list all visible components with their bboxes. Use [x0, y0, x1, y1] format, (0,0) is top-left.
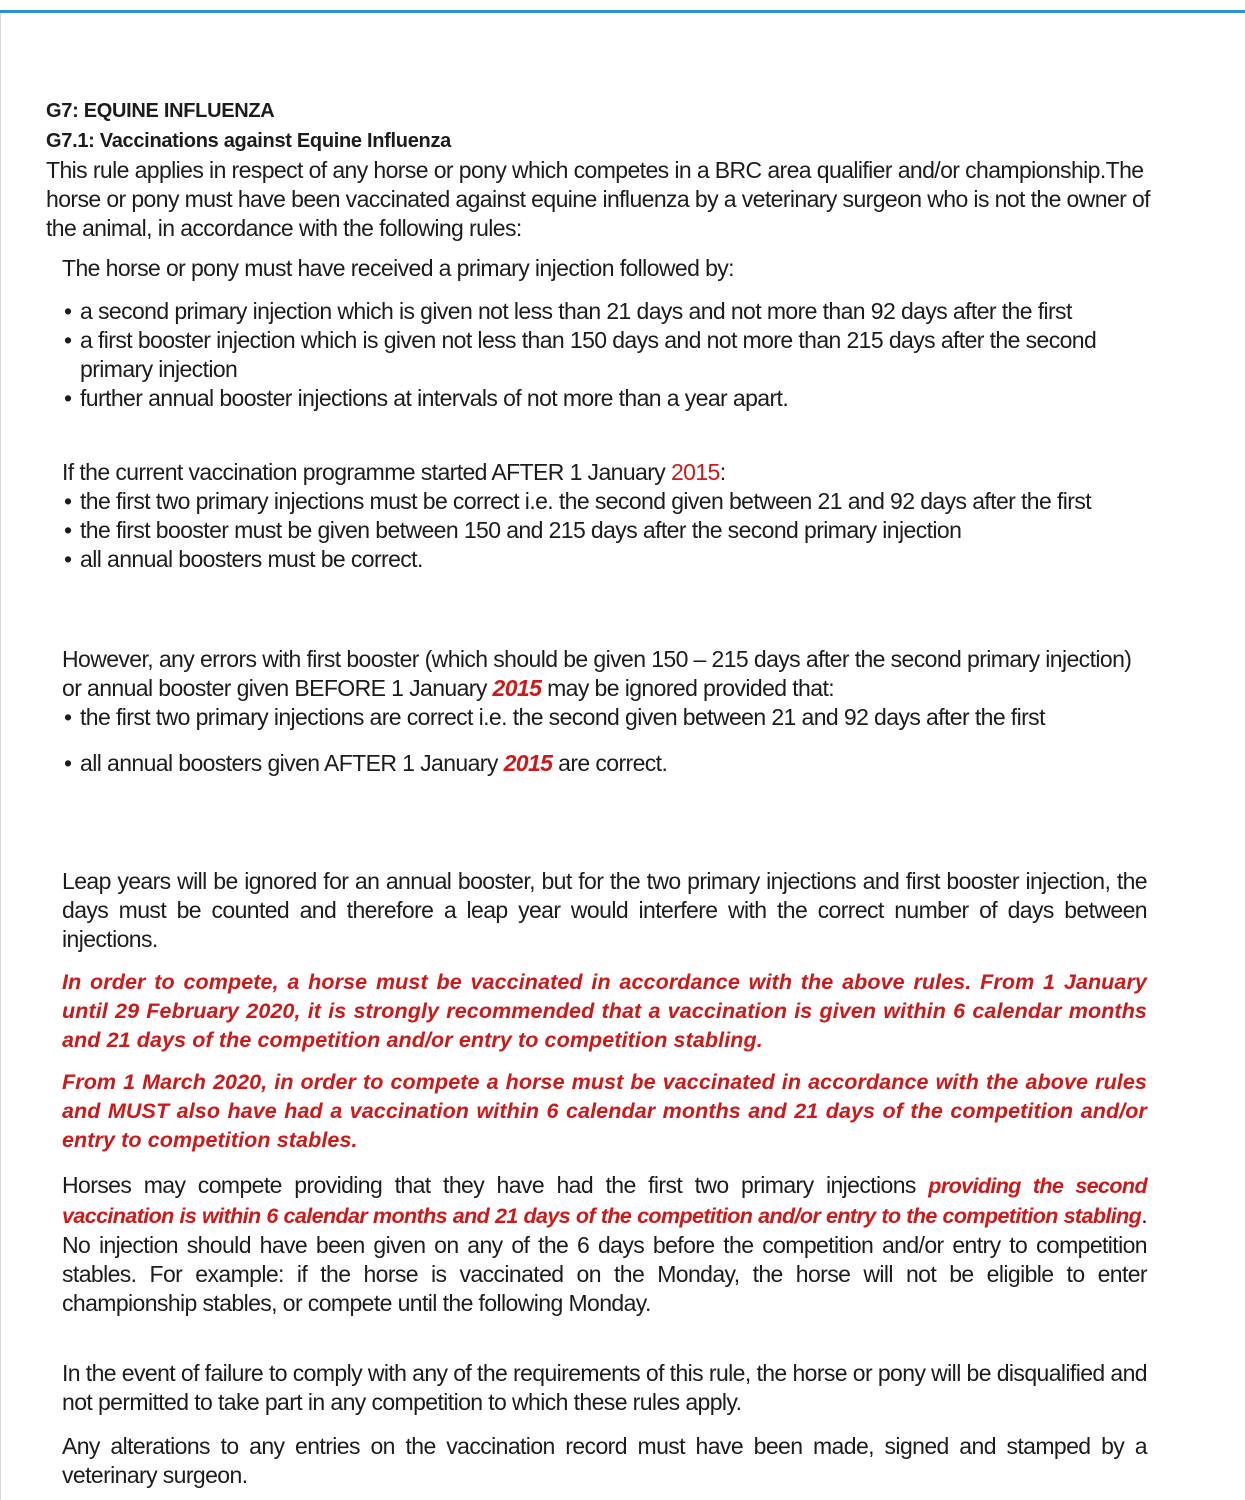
before-2015-list: [62, 703, 1092, 778]
after-2015-list: [62, 487, 1092, 574]
bullet-icon: •: [64, 517, 72, 543]
primary-lead: The horse or pony must have received a primary injection followed by:: [62, 255, 734, 281]
list-item: • further annual booster injections at intervals of not more than a year apart.: [64, 385, 789, 411]
primary-list: [62, 297, 1147, 413]
section-title: G7: EQUINE INFLUENZA: [46, 100, 275, 122]
list-item: • the first booster must be given between 150 and 215 days after the second primary injection: [64, 517, 962, 543]
failure-paragraph: In the event of failure to comply with any of the requirements of this rule, the horse or pony will be disqualified and not permitted to take part in any competition to which these rules apply.: [62, 1360, 1147, 1415]
list-item: • the first two primary injections must be correct i.e. the second given between 21 and 92 days after the first: [64, 488, 1092, 514]
document-page: [46, 96, 1198, 243]
bullet-icon: •: [64, 488, 72, 514]
alterations-paragraph: Any alterations to any entries on the vaccination record must have been made, signed and stamped by a veterinary surgeon.: [62, 1433, 1147, 1488]
before-2015-block: [62, 645, 1147, 778]
list-item: • all annual boosters given AFTER 1 January 2015 are correct.: [64, 750, 668, 776]
bullet-icon: •: [64, 385, 72, 411]
after-2015-lead: If the current vaccination programme started AFTER 1 January 2015:: [62, 459, 726, 485]
list-item: • a first booster injection which is given not less than 150 days and not more than 215 days after the second primary injection: [64, 327, 1097, 382]
leap-year-paragraph: Leap years will be ignored for an annual booster, but for the two primary injections and first booster injection, the days must be counted and therefore a leap year would interfere with the correct number of days between injections.: [62, 868, 1147, 952]
intro-paragraph: This rule applies in respect of any horse or pony which competes in a BRC area qualifier and/or championship.The horse or pony must have been vaccinated against equine influenza by a veterinary surgeon who is not the owner of the animal, in accordance with the following rules:: [46, 157, 1150, 241]
left-border: [0, 13, 1, 1500]
bullet-icon: •: [64, 327, 72, 353]
before-2015-lead: However, any errors with first booster (which should be given 150 – 215 days after the second primary injection) or annual booster given BEFORE 1 January 2015 may be ignored provided that:: [62, 646, 1132, 701]
list-item: • a second primary injection which is given not less than 21 days and not more than 92 days after the first: [64, 298, 1072, 324]
after-2015-block: [62, 458, 1147, 574]
compete-red-clause: providing the second vaccination is within 6 calendar months and 21 days of the competition and/or entry to the competition stabling: [62, 1174, 1147, 1228]
compete-paragraph: Horses may compete providing that they have had the first two primary injections providing the second vaccination is within 6 calendar months and 21 days of the competition and/or entry to the competition stabling. No injection should have been given on any of the 6 days before the competition and/or entry to competition stables. For example: if the horse is vaccinated on the Monday, the horse will not be eligible to enter championship stables, or compete until the following Monday.: [62, 1172, 1147, 1316]
red-notice-2: From 1 March 2020, in order to compete a horse must be vaccinated in accordance with the above rules and MUST also have had a vaccination within 6 calendar months and 21 days of the competition and/or entry to competition stables.: [62, 1070, 1147, 1152]
list-item: • all annual boosters must be correct.: [64, 546, 423, 572]
bullet-icon: •: [64, 704, 72, 730]
primary-block: [62, 254, 1147, 413]
bullet-icon: •: [64, 546, 72, 572]
list-item: • the first two primary injections are correct i.e. the second given between 21 and 92 days after the first: [64, 704, 1045, 730]
bullet-icon: •: [64, 298, 72, 324]
top-accent-bar: [0, 0, 1245, 13]
subsection-title: G7.1: Vaccinations against Equine Influenza: [46, 130, 451, 152]
red-notice-1: In order to compete, a horse must be vaccinated in accordance with the above rules. From 1 January until 29 February 2020, it is strongly recommended that a vaccination is given within 6 calendar months and 21 days of the competition and/or entry to competition stabling.: [62, 970, 1147, 1052]
bullet-icon: •: [64, 750, 72, 776]
